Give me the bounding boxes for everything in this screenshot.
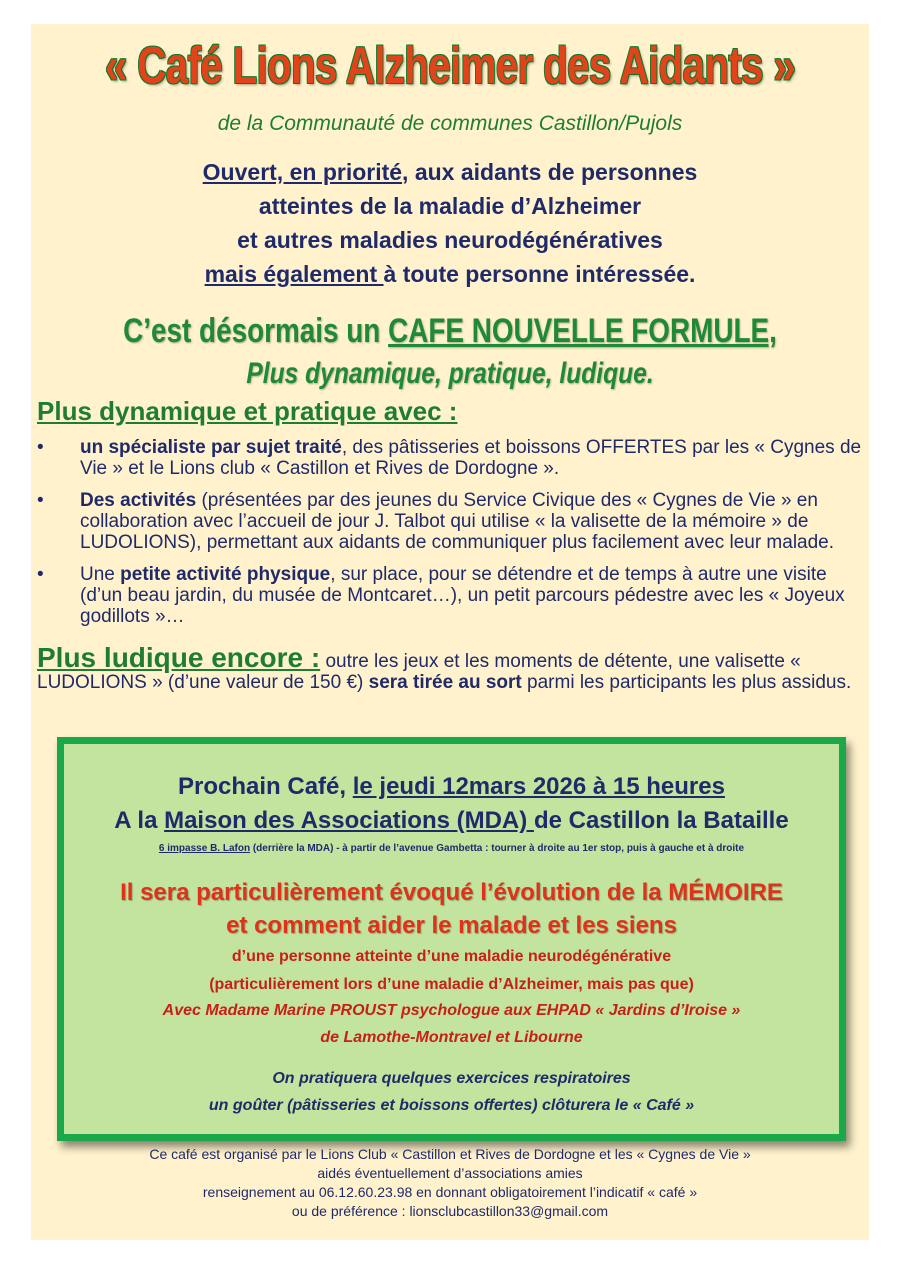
bullet-icon: • (37, 437, 44, 458)
intro-text: Ouvert, en priorité, aux aidants de personnes atteintes de la maladie d’Alzheimer et autres maladies neurodégénératives mais également à toute personne intéressée. (202, 159, 698, 287)
intro-priority: Ouvert, en priorité (202, 159, 403, 185)
bullet-icon: • (37, 564, 44, 585)
contact-email: ou de préférence : lionsclubcastillon33@gmail.com (291, 1203, 609, 1219)
flyer-title: « Café Lions Alzheimer des Aidants » (104, 37, 796, 95)
footer-contact: Ce café est organisé par le Lions Club « Castillon et Rives de Dordogne et les « Cygnes de Vie » aidés éventuellement d’associations amies renseignement au 06.12.60.23.98 en donnant obligatoirement l’indicatif « café » ou de préférence : lionsclubcastillon33@gmail.com (0, 1145, 900, 1221)
activity-line: On pratiquera quelques exercices respiratoires (272, 1070, 631, 1087)
topic-line: (particulièrement lors d’une maladie d’Alzheimer, mais pas que) (209, 976, 694, 993)
list-item: • Des activités (présentées par des jeunes du Service Civique des « Cygnes de Vie » en collaboration avec l’accueil de jour J. Talbot qui utilise « la valisette de la mémoire » de LUDOLIONS), permettant aux aidants de communiquer plus facilement avec leur malade. (37, 490, 835, 553)
bullet-icon: • (37, 490, 44, 511)
section-heading: Plus dynamique et pratique avec : (37, 396, 458, 426)
new-formula-heading: C’est désormais un CAFE NOUVELLE FORMULE, (123, 312, 777, 350)
list-item: • Une petite activité physique, sur place, pour se détendre et de temps à autre une visite (d’un beau jardin, du musée de Montcaret…), un petit parcours pédestre avec les « Joyeux godillots »… (37, 564, 845, 627)
ludique-heading: Plus ludique encore : (37, 642, 321, 673)
next-cafe-date: Prochain Café, le jeudi 12mars 2026 à 15 heures (178, 773, 725, 800)
ludique-paragraph: Plus ludique encore : outre les jeux et les moments de détente, une valisette « LUDOLIONS » (d’une valeur de 150 €) sera tirée au sort parmi les participants les plus assidus. (37, 642, 852, 693)
flyer-subtitle: de la Communauté de communes Castillon/Pujols (217, 112, 683, 135)
activity-line: un goûter (pâtisseries et boissons offertes) clôturera le « Café » (208, 1097, 695, 1114)
new-formula-tagline: Plus dynamique, pratique, ludique. (246, 357, 654, 390)
next-cafe-box (57, 737, 846, 1141)
speaker-line: Avec Madame Marine PROUST psychologue aux EHPAD « Jardins d’Iroise » (162, 1002, 741, 1019)
feature-list (37, 437, 862, 638)
next-cafe-place: A la Maison des Associations (MDA) de Castillon la Bataille (114, 807, 789, 834)
topic-line: Il sera particulièrement évoqué l’évolution de la MÉMOIRE (120, 879, 783, 906)
next-cafe-address: 6 impasse B. Lafon (derrière la MDA) - à partir de l’avenue Gambetta : tourner à droite au 1er stop, puis à gauche et à droite (158, 843, 745, 854)
topic-line: d’une personne atteinte d’une maladie neurodégénérative (231, 948, 672, 965)
list-item: • un spécialiste par sujet traité, des pâtisseries et boissons OFFERTES par les « Cygnes de Vie » et le Lions club « Castillon et Rives de Dordogne ». (37, 437, 862, 479)
speaker-line: de Lamothe-Montravel et Libourne (320, 1029, 583, 1046)
topic-line: et comment aider le malade et les siens (226, 912, 677, 939)
